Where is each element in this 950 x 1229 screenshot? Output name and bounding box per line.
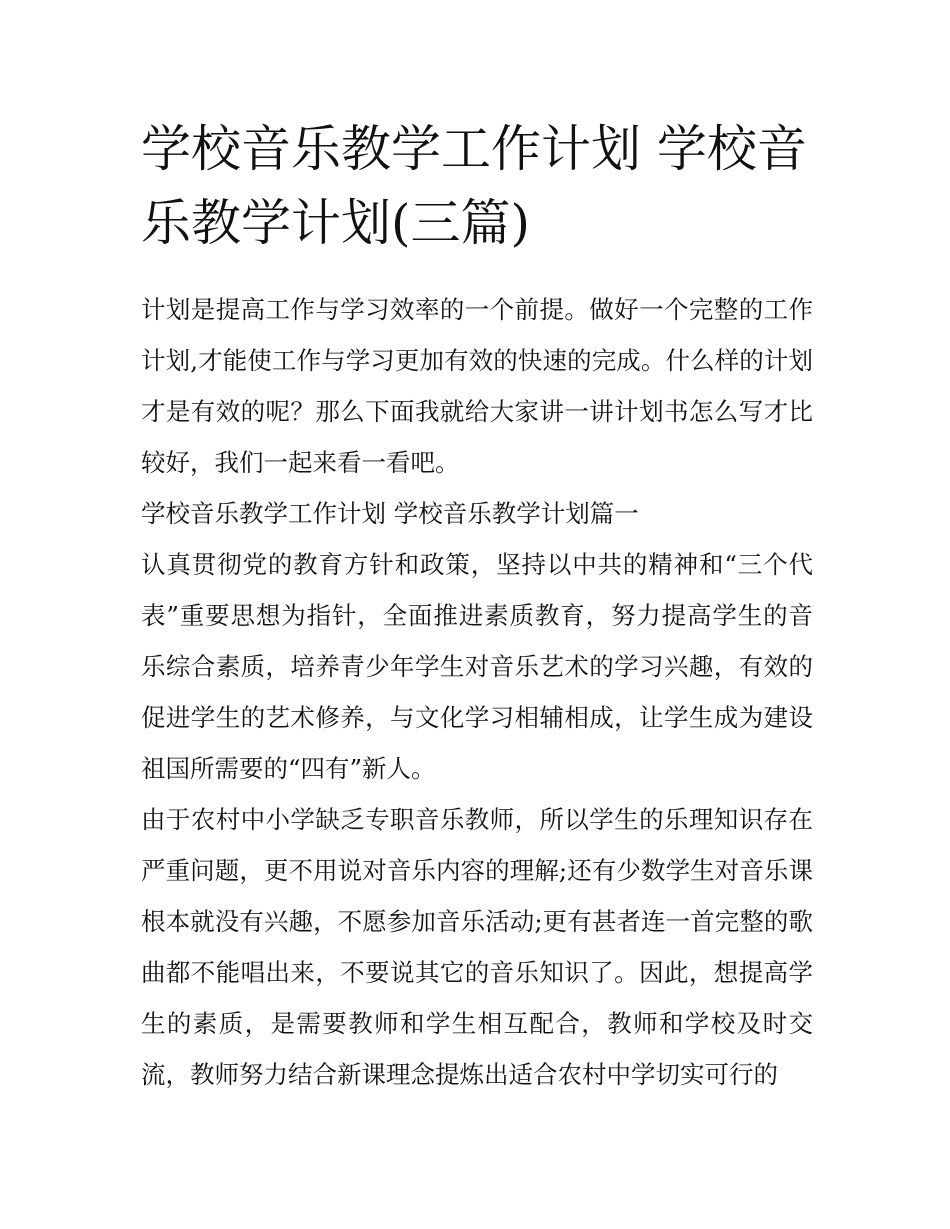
document-body (141, 284, 813, 1100)
body-paragraph-guiding-principle: 认真贯彻党的教育方针和政策，坚持以中共的精神和“三个代表”重要思想为指针，全面推进素质教育，努力提高学生的音乐综合素质，培养青少年学生对音乐艺术的学习兴趣，有效的促进学生的艺术修养，与文化学习相辅相成，让学生成为建设祖国所需要的“四有”新人。 (141, 550, 813, 783)
document-title: 学校音乐教学工作计划 学校音乐教学计划(三篇) (141, 120, 807, 252)
intro-paragraph: 计划是提高工作与学习效率的一个前提。做好一个完整的工作计划,才能使工作与学习更加有效的快速的完成。什么样的计划才是有效的呢？那么下面我就给大家讲一讲计划书怎么写才比较好，我们一起来看一看吧。 (141, 295, 813, 477)
section-heading: 学校音乐教学工作计划 学校音乐教学计划篇一 (141, 499, 639, 528)
document-content (141, 112, 813, 1100)
body-paragraph-situation-analysis: 由于农村中小学缺乏专职音乐教师，所以学生的乐理知识存在严重问题，更不用说对音乐内容的理解;还有少数学生对音乐课根本就没有兴趣，不愿参加音乐活动;更有甚者连一首完整的歌曲都不能唱出来，不要说其它的音乐知识了。因此，想提高学生的素质，是需要教师和学生相互配合，教师和学校及时交流，教师努力结合新课理念提炼出适合农村中学切实可行的 (141, 805, 813, 1089)
